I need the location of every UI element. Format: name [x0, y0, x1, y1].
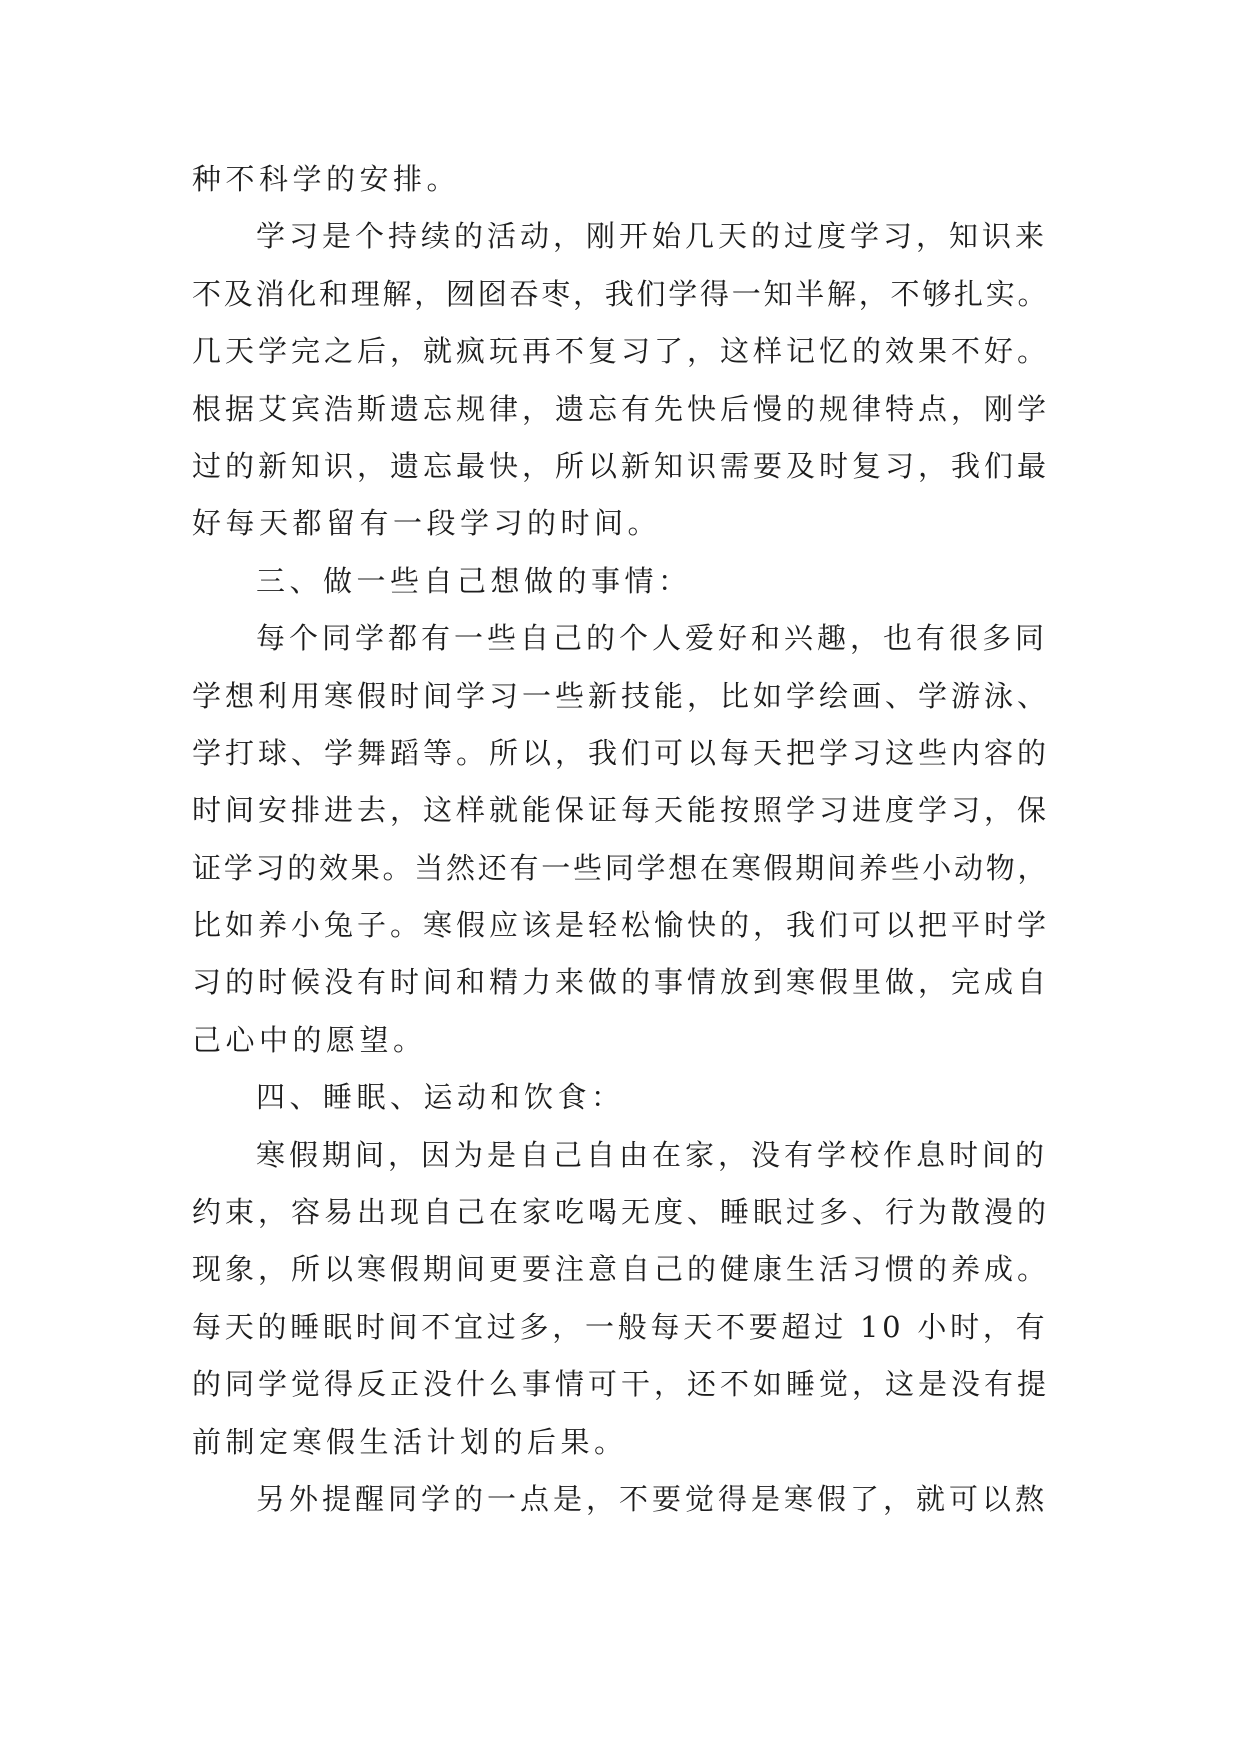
text-line: 每天的睡眠时间不宜过多，一般每天不要超过 10 小时，有 — [192, 1309, 1049, 1344]
text-line: 证学习的效果。当然还有一些同学想在寒假期间养些小动物， — [192, 850, 1050, 885]
text-line: 学习是个持续的活动，刚开始几天的过度学习，知识来 — [256, 219, 1049, 254]
section-heading: 三、做一些自己想做的事情： — [256, 563, 692, 598]
text-line: 种不科学的安排。 — [192, 162, 461, 196]
text-line: 习的时候没有时间和精力来做的事情放到寒假里做，完成自 — [192, 965, 1051, 1000]
text-line: 学想利用寒假时间学习一些新技能，比如学绘画、学游泳、 — [192, 678, 1051, 713]
text-line: 另外提醒同学的一点是，不要觉得是寒假了，就可以熬 — [256, 1481, 1049, 1516]
section-heading: 四、睡眠、运动和饮食： — [256, 1080, 625, 1115]
text-line: 好每天都留有一段学习的时间。 — [192, 506, 662, 541]
text-line: 的同学觉得反正没什么事情可干，还不如睡觉，这是没有提 — [192, 1367, 1051, 1402]
text-line: 几天学完之后，就疯玩再不复习了，这样记忆的效果不好。 — [192, 334, 1051, 369]
body-text — [192, 151, 1052, 1528]
text-line: 前制定寒假生活计划的后果。 — [192, 1424, 628, 1459]
text-line: 学打球、学舞蹈等。所以，我们可以每天把学习这些内容的 — [192, 735, 1051, 770]
text-line: 每个同学都有一些自己的个人爱好和兴趣，也有很多同 — [256, 621, 1049, 656]
text-line: 不及消化和理解，囫囵吞枣，我们学得一知半解，不够扎实。 — [192, 276, 1050, 311]
text-line: 时间安排进去，这样就能保证每天能按照学习进度学习，保 — [192, 793, 1051, 828]
text-line: 根据艾宾浩斯遗忘规律，遗忘有先快后慢的规律特点，刚学 — [192, 391, 1051, 426]
text-line: 过的新知识，遗忘最快，所以新知识需要及时复习，我们最 — [192, 448, 1051, 483]
text-line: 约束，容易出现自己在家吃喝无度、睡眠过多、行为散漫的 — [192, 1195, 1051, 1230]
text-line: 寒假期间，因为是自己自由在家，没有学校作息时间的 — [256, 1137, 1049, 1172]
text-line: 己心中的愿望。 — [192, 1022, 427, 1057]
text-line: 比如养小兔子。寒假应该是轻松愉快的，我们可以把平时学 — [192, 908, 1051, 943]
text-line: 现象，所以寒假期间更要注意自己的健康生活习惯的养成。 — [192, 1252, 1051, 1287]
